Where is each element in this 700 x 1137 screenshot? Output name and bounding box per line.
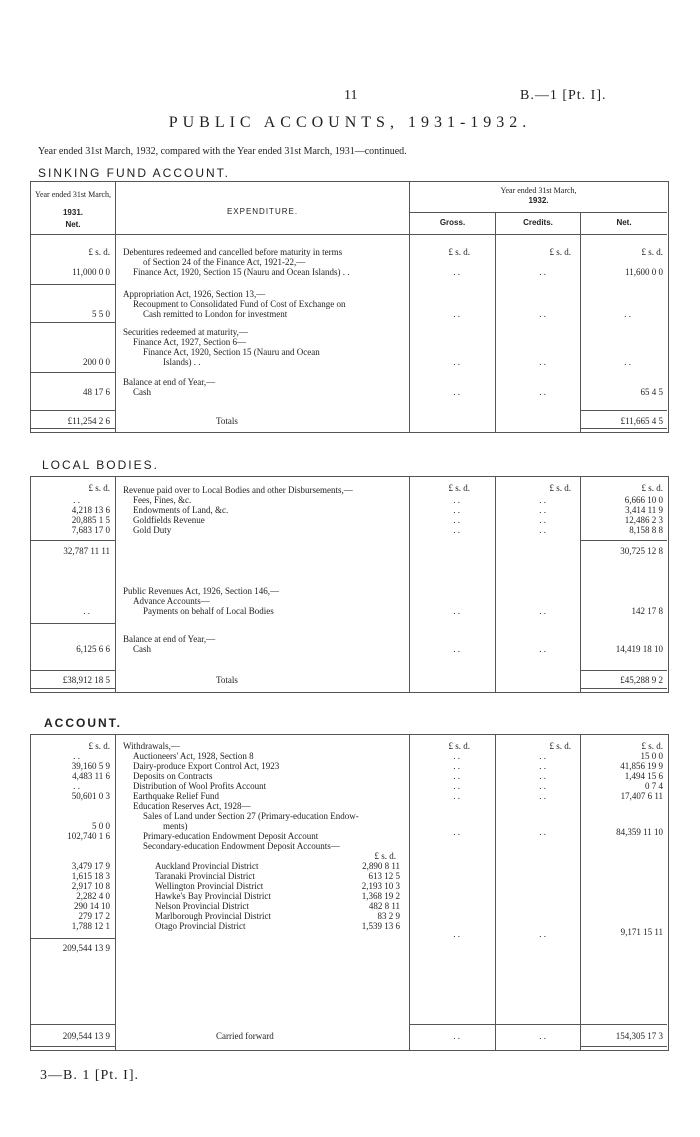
lsd-label: £ s. d.: [88, 247, 110, 257]
district-left: 290 14 10: [74, 901, 110, 911]
acc-item-label: Deposits on Contracts: [133, 771, 213, 781]
district-name: Nelson Provincial District: [155, 901, 249, 911]
acc-item-left: . .: [73, 751, 80, 761]
lb-item-label: Gold Duty: [133, 525, 172, 535]
acc-item-left: . .: [73, 781, 80, 791]
col-gross: Gross.: [439, 218, 466, 227]
sf-row-line: Finance Act, 1927, Section 6—: [133, 337, 246, 347]
district-left: 2,917 10 8: [71, 881, 110, 891]
lb-bal-credits: . .: [539, 644, 546, 654]
document-reference: B.—1 [Pt. I].: [520, 88, 607, 103]
page-subtitle: Year ended 31st March, 1932, compared with the Year ended 31st March, 1931—continued.: [38, 146, 407, 157]
lb-item-left: 7,683 17 0: [71, 525, 110, 535]
lsd-label: £ s. d.: [448, 741, 470, 751]
lsd-label: £ s. d.: [88, 741, 110, 751]
lb-totals-net: £45,288 9 2: [620, 675, 663, 685]
sf-row-credits: . .: [539, 267, 546, 277]
acc-item-left: 4,483 11 6: [72, 771, 110, 781]
lb-item-credits: . .: [539, 525, 546, 535]
acc-item-label: Distribution of Wool Profits Account: [133, 781, 267, 791]
sf-totals-left: £11,254 2 6: [67, 416, 110, 426]
acc-item-net: 41,856 19 9: [620, 761, 663, 771]
col-credits: Credits.: [523, 218, 553, 227]
carried-forward-label: Carried forward: [216, 1031, 274, 1041]
carried-credits: . .: [539, 1031, 546, 1041]
page-title: PUBLIC ACCOUNTS, 1931-1932.: [168, 114, 532, 131]
lb-pr-left: . .: [83, 606, 90, 616]
sf-totals-net: £11,665 4 5: [620, 416, 663, 426]
lb-item-net: 3,414 11 9: [625, 505, 663, 515]
local-bodies-table: [30, 476, 669, 693]
acc-item-label: Auctioneers' Act, 1928, Section 8: [133, 751, 254, 761]
district-name: Hawke's Bay Provincial District: [155, 891, 271, 901]
lsd-label: £ s. d.: [641, 483, 663, 493]
carried-gross: . .: [453, 1031, 460, 1041]
lsd-label: £ s. d.: [448, 247, 470, 257]
district-left: 2,282 4 0: [76, 891, 110, 901]
acc-item-gross: . .: [453, 761, 460, 771]
district-amount: 1,539 13 6: [361, 921, 400, 931]
acc-intro: Withdrawals,—: [123, 741, 180, 751]
lb-item-label: Fees, Fines, &c.: [133, 495, 192, 505]
sf-row-line: Cash: [133, 387, 151, 397]
page-number: 11: [344, 88, 358, 103]
lsd-label: £ s. d.: [374, 851, 396, 861]
acc-item-left: 39,160 5 9: [71, 761, 110, 771]
page-footer: 3—B. 1 [Pt. I].: [40, 1068, 139, 1083]
district-amount: 83 2 9: [377, 911, 400, 921]
sf-row-line: Recoupment to Consolidated Fund of Cost of Exchange on: [133, 299, 346, 309]
acc-edu-line: Secondary-education Endowment Deposit Accounts—: [143, 841, 340, 851]
sf-row-line: Securities redeemed at maturity,—: [123, 327, 248, 337]
lb-pr-gross: . .: [453, 606, 460, 616]
acc-edu-line: ments): [163, 821, 188, 831]
col-year1931-top: Year ended 31st March,: [34, 190, 112, 199]
district-left: 3,479 17 9: [71, 861, 110, 871]
lb-pr-credits: . .: [539, 606, 546, 616]
lsd-label: £ s. d.: [641, 247, 663, 257]
sf-row-line: Appropriation Act, 1926, Section 13,—: [123, 289, 266, 299]
district-amount: 2,890 8 11: [362, 861, 400, 871]
acc-item-gross: . .: [453, 781, 460, 791]
acc-edu-net: 84,359 11 10: [616, 827, 663, 837]
acc-edu-gross: . .: [453, 827, 460, 837]
lsd-label: £ s. d.: [549, 483, 571, 493]
acc-item-credits: . .: [539, 771, 546, 781]
lb-item-left: 20,885 1 5: [71, 515, 110, 525]
acc-item-credits: . .: [539, 781, 546, 791]
acc-item-net: 0 7 4: [645, 781, 663, 791]
sf-row-gross: . .: [453, 387, 460, 397]
lb-pr-net: 142 17 8: [631, 606, 663, 616]
lb-item-gross: . .: [453, 505, 460, 515]
acc-subtotal-left: 209,544 13 9: [62, 943, 110, 953]
sf-row-gross: . .: [453, 267, 460, 277]
acc-edu-left: 5 0 0: [92, 821, 110, 831]
col-year1931-year: 1931.: [62, 208, 84, 217]
lb-item-credits: . .: [539, 505, 546, 515]
sf-row-gross: . .: [453, 309, 460, 319]
sf-row-line: Cash remitted to London for investment: [143, 309, 288, 319]
district-amount: 2,193 10 3: [361, 881, 400, 891]
lb-pr-line: Advance Accounts—: [133, 596, 210, 606]
col-year1932-year: 1932.: [528, 196, 549, 205]
lsd-label: £ s. d.: [549, 247, 571, 257]
districts-total: 9,171 15 11: [620, 927, 663, 937]
carried-forward-net: 154,305 17 3: [615, 1031, 663, 1041]
acc-item-net: 1,494 15 6: [624, 771, 663, 781]
lb-item-label: Goldfields Revenue: [133, 515, 205, 525]
acc-item-credits: . .: [539, 791, 546, 801]
district-name: Otago Provincial District: [155, 921, 246, 931]
acc-item-gross: . .: [453, 751, 460, 761]
district-left: 279 17 2: [78, 911, 110, 921]
district-left: 1,615 18 3: [71, 871, 110, 881]
lb-bal-gross: . .: [453, 644, 460, 654]
sf-row-net: 11,600 0 0: [625, 267, 663, 277]
acc-item-gross: . .: [453, 771, 460, 781]
lb-pr-line: Public Revenues Act, 1926, Section 146,—: [123, 586, 279, 596]
lsd-label: £ s. d.: [641, 741, 663, 751]
sf-row-net: 65 4 5: [640, 387, 663, 397]
col-year1931-net: Net.: [65, 220, 81, 229]
district-amount: 482 8 11: [368, 901, 400, 911]
col-expenditure: EXPENDITURE.: [226, 207, 299, 216]
lb-item-net: 8,158 8 8: [629, 525, 663, 535]
sf-row-left: 11,000 0 0: [72, 267, 110, 277]
district-name: Marlborough Provincial District: [155, 911, 271, 921]
acc-edu-left: 102,740 1 6: [67, 831, 110, 841]
sf-row-gross: . .: [453, 357, 460, 367]
lb-totals-label: Totals: [216, 675, 238, 685]
acc-item-net: 17,407 6 11: [620, 791, 663, 801]
acc-item-net: 15 0 0: [640, 751, 663, 761]
lsd-label: £ s. d.: [88, 483, 110, 493]
sf-row-net: . .: [624, 309, 631, 319]
lb-bal-line: Cash: [133, 644, 151, 654]
district-name: Wellington Provincial District: [155, 881, 264, 891]
acc-edu-line: Education Reserves Act, 1928—: [133, 801, 251, 811]
sf-row-credits: . .: [539, 387, 546, 397]
sf-row-net: . .: [624, 357, 631, 367]
districts-credits: . .: [539, 929, 546, 939]
lb-pr-line: Payments on behalf of Local Bodies: [143, 606, 274, 616]
col-year1932-top: Year ended 31st March,: [500, 186, 577, 195]
sf-row-line: Debentures redeemed and cancelled before maturity in terms: [123, 247, 343, 257]
acc-item-gross: . .: [453, 791, 460, 801]
sf-totals-label: Totals: [216, 416, 238, 426]
sf-row-line: Balance at end of Year,—: [123, 377, 216, 387]
acc-item-label: Earthquake Relief Fund: [133, 791, 219, 801]
lb-item-left: 4,218 13 6: [71, 505, 110, 515]
lb-item-credits: . .: [539, 495, 546, 505]
acc-edu-line: Primary-education Endowment Deposit Account: [143, 831, 319, 841]
district-name: Auckland Provincial District: [155, 861, 259, 871]
sf-row-left: 48 17 6: [83, 387, 110, 397]
lb-intro: Revenue paid over to Local Bodies and other Disbursements,—: [123, 485, 353, 495]
acc-item-label: Dairy-produce Export Control Act, 1923: [133, 761, 280, 771]
lb-item-net: 12,486 2 3: [624, 515, 663, 525]
local-bodies-heading: LOCAL BODIES.: [42, 458, 159, 472]
lb-item-label: Endowments of Land, &c.: [133, 505, 229, 515]
acc-item-left: 50,601 0 3: [71, 791, 110, 801]
district-amount: 1,368 19 2: [361, 891, 400, 901]
acc-edu-credits: . .: [539, 827, 546, 837]
lb-item-left: . .: [73, 495, 80, 505]
lb-totals-left: £38,912 18 5: [62, 675, 110, 685]
lb-item-net: 6,666 10 0: [624, 495, 663, 505]
col-net: Net.: [616, 218, 632, 227]
lb-item-gross: . .: [453, 515, 460, 525]
sf-row-credits: . .: [539, 309, 546, 319]
carried-forward-left: 209,544 13 9: [62, 1031, 110, 1041]
acc-item-credits: . .: [539, 761, 546, 771]
account-heading: ACCOUNT.: [44, 716, 122, 730]
sf-row-left: 200 0 0: [83, 357, 110, 367]
lsd-label: £ s. d.: [549, 741, 571, 751]
sf-row-line: Finance Act, 1920, Section 15 (Nauru and Ocean Islands) . .: [133, 267, 350, 277]
district-left: 1,788 12 1: [71, 921, 110, 931]
sf-row-line: of Section 24 of the Finance Act, 1921-22,—: [143, 257, 306, 267]
sf-row-left: 5 5 0: [92, 309, 110, 319]
acc-edu-line: Sales of Land under Section 27 (Primary-education Endow-: [143, 811, 359, 821]
lsd-label: £ s. d.: [448, 483, 470, 493]
lb-bal-left: 6,125 6 6: [76, 644, 110, 654]
lb-subtotal-left: 32,787 11 11: [63, 546, 110, 556]
district-name: Taranaki Provincial District: [155, 871, 255, 881]
lb-item-gross: . .: [453, 525, 460, 535]
sf-row-line: Islands) . .: [163, 357, 201, 367]
sinking-fund-heading: SINKING FUND ACCOUNT.: [38, 166, 231, 180]
sf-row-credits: . .: [539, 357, 546, 367]
district-amount: 613 12 5: [368, 871, 400, 881]
lb-item-credits: . .: [539, 515, 546, 525]
lb-item-gross: . .: [453, 495, 460, 505]
districts-gross: . .: [453, 929, 460, 939]
lb-bal-net: 14,419 18 10: [615, 644, 663, 654]
acc-item-credits: . .: [539, 751, 546, 761]
sf-row-line: Finance Act, 1920, Section 15 (Nauru and Ocean: [143, 347, 320, 357]
lb-bal-line: Balance at end of Year,—: [123, 634, 216, 644]
lb-subtotal-net: 30,725 12 8: [620, 546, 663, 556]
